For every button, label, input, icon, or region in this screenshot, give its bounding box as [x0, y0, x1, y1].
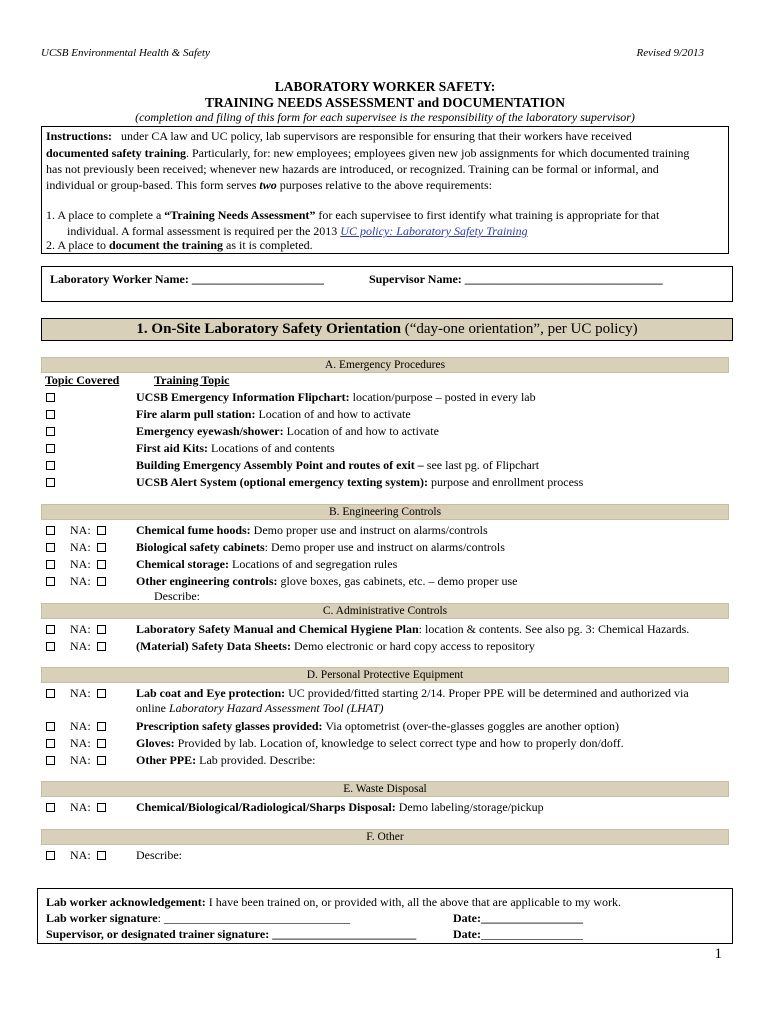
ppe-na-checkbox[interactable] — [97, 722, 106, 731]
instructions-line-2: . Particularly, for: new employees; employees given new job assignments for which documented training — [186, 146, 690, 160]
section-1-note: (“day-one orientation”, per UC policy) — [400, 321, 638, 337]
administrative-row — [0, 638, 770, 655]
ppe-topic-text — [136, 686, 689, 701]
emergency-topic-bold: UCSB Alert System (optional emergency texting system): — [136, 475, 428, 489]
na-label: NA: — [70, 523, 91, 537]
waste-na-checkbox[interactable] — [97, 803, 106, 812]
na-label: NA: — [70, 848, 91, 862]
emergency-topic-detail: Location of and how to activate — [283, 424, 439, 438]
ppe-topic-text — [136, 753, 315, 768]
ppe-topic-detail: Via optometrist (over-the-glasses goggles are another option) — [322, 719, 619, 733]
emergency-topic-bold: UCSB Emergency Information Flipchart: — [136, 390, 350, 404]
engineering-topic-text — [136, 557, 397, 572]
uc-policy-link[interactable]: UC policy: Laboratory Safety Training — [340, 224, 528, 238]
header-right: Revised 9/2013 — [636, 47, 704, 59]
na-label: NA: — [70, 719, 91, 733]
administrative-topic-bold: (Material) Safety Data Sheets: — [136, 639, 291, 653]
engineering-topic-text — [136, 540, 505, 555]
emergency-topic-detail: Locations of and contents — [208, 441, 335, 455]
administrative-na-checkbox[interactable] — [97, 625, 106, 634]
ppe-na-checkbox[interactable] — [97, 689, 106, 698]
emergency-covered-checkbox[interactable] — [46, 478, 55, 487]
engineering-na-checkbox[interactable] — [97, 560, 106, 569]
ppe-covered-checkbox[interactable] — [46, 689, 55, 698]
emergency-topic-text — [136, 407, 411, 422]
emergency-topic-text — [136, 424, 439, 439]
na-label: NA: — [70, 800, 91, 814]
worker-name-field[interactable]: Laboratory Worker Name: ______________________ — [50, 272, 324, 286]
instructions-line-4c: purposes relative to the above requirements: — [276, 178, 493, 192]
waste-topic-text — [136, 800, 544, 815]
col-topic-covered: Topic Covered — [45, 373, 120, 387]
engineering-topic-text — [136, 523, 488, 538]
administrative-na-checkbox[interactable] — [97, 642, 106, 651]
names-box — [41, 266, 733, 302]
administrative-topic-detail: : location & contents. See also pg. 3: Chemical Hazards. — [418, 622, 690, 636]
title-line-1: LABORATORY WORKER SAFETY: — [274, 79, 496, 94]
ppe-covered-checkbox[interactable] — [46, 722, 55, 731]
ppe-covered-checkbox[interactable] — [46, 756, 55, 765]
engineering-topic-detail: Demo proper use and instruct on alarms/controls — [250, 523, 488, 537]
purpose-2-suffix: as it is completed. — [223, 238, 313, 252]
other-topic-text: Describe: — [136, 848, 182, 862]
purpose-1-prefix: 1. A place to complete a — [46, 208, 165, 222]
col-training-topic: Training Topic — [154, 373, 230, 387]
na-label: NA: — [70, 639, 91, 653]
purpose-1-suffix: for each supervisee to first identify what training is appropriate for that — [315, 208, 660, 222]
worker-signature-line[interactable]: : _______________________________ — [157, 911, 350, 925]
ack-label: Lab worker acknowledgement: — [46, 895, 206, 909]
worker-date-field[interactable]: Date:_________________ — [453, 911, 583, 925]
ppe-topic-text — [136, 736, 624, 751]
emergency-topic-bold: First aid Kits: — [136, 441, 208, 455]
band-engineering-controls: B. Engineering Controls — [41, 504, 729, 520]
engineering-row — [0, 573, 770, 590]
engineering-describe: Describe: — [154, 589, 200, 603]
waste-covered-checkbox[interactable] — [46, 803, 55, 812]
instructions-line-4a: individual or group-based. This form serves — [46, 178, 260, 192]
administrative-covered-checkbox[interactable] — [46, 642, 55, 651]
ppe-row — [0, 685, 770, 702]
emergency-topic-detail: location/purpose – posted in every lab — [349, 390, 536, 404]
emergency-topic-bold: Emergency eyewash/shower: — [136, 424, 284, 438]
na-label: NA: — [70, 540, 91, 554]
waste-topic-detail: Demo labeling/storage/pickup — [395, 800, 544, 814]
ppe-topic-detail: Provided by lab. Location of, knowledge to select correct type and how to properly don/doff. — [174, 736, 624, 750]
engineering-topic-bold: Biological safety cabinets — [136, 540, 265, 554]
emergency-topic-detail: see last pg. of Flipchart — [423, 458, 540, 472]
engineering-covered-checkbox[interactable] — [46, 577, 55, 586]
engineering-topic-detail: Locations of and segregation rules — [228, 557, 398, 571]
instructions-line-1: under CA law and UC policy, lab supervisors are responsible for ensuring that their workers have received — [121, 129, 632, 143]
ppe-na-checkbox[interactable] — [97, 739, 106, 748]
engineering-row — [0, 556, 770, 573]
band-emergency-procedures: A. Emergency Procedures — [41, 357, 729, 373]
purpose-1-bold: “Training Needs Assessment” — [164, 208, 316, 222]
ppe-row — [0, 718, 770, 735]
na-label: NA: — [70, 574, 91, 588]
emergency-topic-text — [136, 475, 583, 490]
engineering-na-checkbox[interactable] — [97, 543, 106, 552]
engineering-topic-text — [136, 574, 517, 589]
ppe-topic-detail: UC provided/fitted starting 2/14. Proper PPE will be determined and authorized via — [285, 686, 689, 700]
purpose-1-cont: individual. A formal assessment is required per the 2013 — [67, 224, 341, 238]
emergency-row — [0, 457, 770, 474]
waste-row — [0, 799, 770, 816]
emergency-topic-detail: Location of and how to activate — [255, 407, 411, 421]
ppe-covered-checkbox[interactable] — [46, 739, 55, 748]
page-number: 1 — [714, 946, 722, 962]
emergency-covered-checkbox[interactable] — [46, 444, 55, 453]
header-left: UCSB Environmental Health & Safety — [41, 47, 210, 59]
na-label: NA: — [70, 736, 91, 750]
supervisor-date-label: Date: — [453, 927, 481, 941]
supervisor-signature-field[interactable]: Supervisor, or designated trainer signature: ________________________ — [46, 927, 417, 941]
engineering-topic-bold: Chemical fume hoods: — [136, 523, 251, 537]
emergency-topic-bold: Building Emergency Assembly Point and routes of exit – — [136, 458, 424, 472]
administrative-topic-text — [136, 622, 689, 637]
emergency-covered-checkbox[interactable] — [46, 410, 55, 419]
band-other: F. Other — [41, 829, 729, 845]
engineering-na-checkbox[interactable] — [97, 526, 106, 535]
emergency-covered-checkbox[interactable] — [46, 393, 55, 402]
emergency-row — [0, 389, 770, 406]
waste-topic-bold: Chemical/Biological/Radiological/Sharps Disposal: — [136, 800, 396, 814]
emergency-topic-text — [136, 441, 335, 456]
engineering-row — [0, 522, 770, 539]
acknowledgement-box — [37, 888, 733, 944]
administrative-covered-checkbox[interactable] — [46, 625, 55, 634]
subtitle: (completion and filing of this form for each supervisee is the responsibility of the laboratory supervisor) — [135, 110, 635, 124]
engineering-covered-checkbox[interactable] — [46, 560, 55, 569]
supervisor-date-line[interactable]: _________________ — [480, 927, 583, 941]
administrative-topic-text — [136, 639, 535, 654]
engineering-topic-detail: : Demo proper use and instruct on alarms/controls — [264, 540, 505, 554]
band-administrative-controls: C. Administrative Controls — [41, 603, 729, 619]
purpose-2-prefix: 2. A place to — [46, 238, 109, 252]
emergency-covered-checkbox[interactable] — [46, 427, 55, 436]
section-1-title: 1. On-Site Laboratory Safety Orientation — [136, 321, 401, 337]
engineering-topic-detail: glove boxes, gas cabinets, etc. – demo proper use — [277, 574, 518, 588]
instructions-box — [41, 126, 729, 254]
ack-text: I have been trained on, or provided with, all the above that are applicable to my work. — [205, 895, 621, 909]
emergency-row — [0, 440, 770, 457]
emergency-topic-text — [136, 390, 536, 405]
ppe-na-checkbox[interactable] — [97, 756, 106, 765]
ppe-row — [0, 752, 770, 769]
emergency-row — [0, 474, 770, 491]
na-label: NA: — [70, 686, 91, 700]
ppe-topic-bold: Gloves: — [136, 736, 175, 750]
administrative-topic-detail: Demo electronic or hard copy access to repository — [290, 639, 535, 653]
instructions-label: Instructions: — [46, 129, 113, 143]
engineering-topic-bold: Other engineering controls: — [136, 574, 278, 588]
title-line-2: TRAINING NEEDS ASSESSMENT and DOCUMENTATION — [204, 95, 566, 110]
worker-signature-label: Lab worker signature — [46, 911, 158, 925]
ppe-topic-text — [136, 719, 619, 734]
emergency-topic-bold: Fire alarm pull station: — [136, 407, 256, 421]
ppe-continuation: online Laboratory Hazard Assessment Tool (LHAT) — [136, 701, 384, 715]
ppe-row — [0, 735, 770, 752]
section-1-header — [41, 318, 733, 341]
na-label: NA: — [70, 557, 91, 571]
purpose-2-bold: document the training — [109, 238, 223, 252]
instructions-line-3: has not previously been received; whenever new hazards are introduced, or recognized. Training can be formal or informal, and — [46, 162, 659, 176]
other-na-checkbox[interactable] — [97, 851, 106, 860]
engineering-na-checkbox[interactable] — [97, 577, 106, 586]
band-waste-disposal: E. Waste Disposal — [41, 781, 729, 797]
administrative-topic-bold: Laboratory Safety Manual and Chemical Hygiene Plan — [136, 622, 419, 636]
administrative-row — [0, 621, 770, 638]
emergency-topic-text — [136, 458, 539, 473]
ppe-topic-detail: Lab provided. Describe: — [196, 753, 316, 767]
engineering-row — [0, 539, 770, 556]
engineering-topic-bold: Chemical storage: — [136, 557, 229, 571]
ppe-topic-bold: Other PPE: — [136, 753, 197, 767]
engineering-covered-checkbox[interactable] — [46, 526, 55, 535]
emergency-covered-checkbox[interactable] — [46, 461, 55, 470]
supervisor-name-field[interactable]: Supervisor Name: _________________________________ — [369, 272, 663, 286]
emergency-topic-detail: purpose and enrollment process — [427, 475, 584, 489]
ppe-topic-bold: Prescription safety glasses provided: — [136, 719, 323, 733]
band-ppe: D. Personal Protective Equipment — [41, 667, 729, 683]
other-row — [0, 847, 770, 864]
engineering-covered-checkbox[interactable] — [46, 543, 55, 552]
other-covered-checkbox[interactable] — [46, 851, 55, 860]
emergency-row — [0, 406, 770, 423]
na-label: NA: — [70, 753, 91, 767]
na-label: NA: — [70, 622, 91, 636]
instructions-bold-term: documented safety training — [46, 146, 186, 160]
emergency-row — [0, 423, 770, 440]
instructions-two: two — [259, 178, 277, 192]
ppe-topic-bold: Lab coat and Eye protection: — [136, 686, 286, 700]
